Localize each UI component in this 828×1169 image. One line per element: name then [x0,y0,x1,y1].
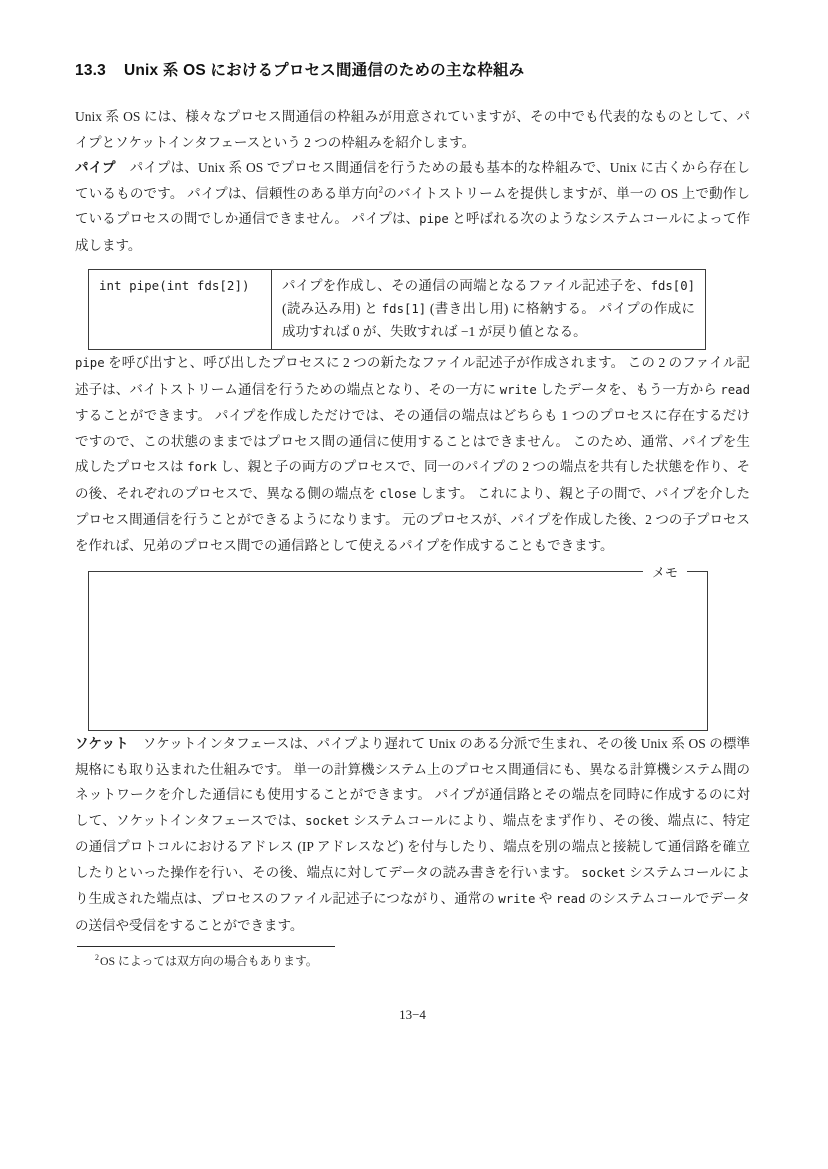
section-number: 13.3 [75,62,106,79]
intro-paragraph: Unix 系 OS には、様々なプロセス間通信の枠組みが用意されていますが、その中でも代表的なものとして、パイプとソケットインタフェースという 2 つの枠組みを紹介します。 [75,109,750,150]
syscall-description-cell: パイプを作成し、その通信の両端となるファイル記述子を、fds[0] (読み込み用) と fds[1] (書き出し用) に格納する。 パイプの作成に成功すれば 0 が、失敗すれば −1 が戻り値となる。 [272,270,706,350]
pipe-detail-paragraph: pipe を呼び出すと、呼び出したプロセスに 2 つの新たなファイル記述子が作成されます。 この 2 のファイル記述子は、バイトストリーム通信を行うための端点となり、その一方に write したデータを、もう一方から read することができます。 パイプを作成しただけでは、その通信の端点はどちらも 1 つのプロセスに存在するだけですので、この状態のままではプロセス間の通信に使用することはできません。 このため、通常、パイプを生成したプロセスは fork し、親と子の両方のプロセスで、同一のパイプの 2 つの端点を共有した状態を作り、その後、それぞれのプロセスで、異なる側の端点を close します。 これにより、親と子の間で、パイプを介したプロセス間通信を行うことができるようになります。 元のプロセスが、パイプを作成した後、2 つの子プロセスを作れば、兄弟のプロセス間での通信路として使えるパイプを作成することもできます。 [75,355,751,553]
section-heading [75,58,750,80]
memo-box [88,565,708,731]
socket-runin-label: ソケット [75,736,129,752]
footnote [75,952,750,970]
socket-paragraph-text: ソケットインタフェースは、パイプより遅れて Unix のある分派で生まれ、その後 Unix 系 OS の標準規格にも取り込まれた仕組みです。 単一の計算機システム上のプロセス間通信にも、異なる計算機システム間のネットワークを介した通信にも使用することができます。 パイプが通信路とその端点を同時に作成するのに対して、ソケットインタフェースでは、socket システムコールにより、端点をまず作り、その後、端点に、特定の通信プロトコルにおけるアドレス (IP アドレスなど) を付与したり、端点を別の端点と接続して通信路を確立したりといった操作を行い、その後、端点に対してデータの読み書きを行います。 socket システムコールにより生成された端点は、プロセスのファイル記述子につながり、通常の write や read のシステムコールでデータの送信や受信をすることができます。 [75,736,751,933]
pipe-syscall-table [88,269,706,350]
section-title: Unix 系 OS におけるプロセス間通信のための主な枠組み [123,62,525,79]
footnote-marker: 2 [95,953,99,963]
pipe-paragraph [75,155,750,258]
memo-box-label: メモ [643,562,687,581]
syscall-signature-cell: int pipe(int fds[2]) [89,270,272,350]
table-row [89,270,706,350]
footnote-rule [77,946,335,947]
socket-paragraph [75,731,750,938]
pipe-paragraph-text: パイプは、Unix 系 OS でプロセス間通信を行うための最も基本的な枠組みで、Unix に古くから存在しているものです。 パイプは、信頼性のある単方向$^2$のバイトストリームを提供しますが、単一の OS 上で動作しているプロセスの間でしか通信できません。 パイプは、pipe と呼ばれる次のようなシステムコールによって作成します。 [75,160,751,253]
page-number: 13−4 [399,1007,426,1023]
footnote-text: OS によっては双方向の場合もあります。 [100,954,318,969]
pipe-runin-label: パイプ [75,160,116,175]
